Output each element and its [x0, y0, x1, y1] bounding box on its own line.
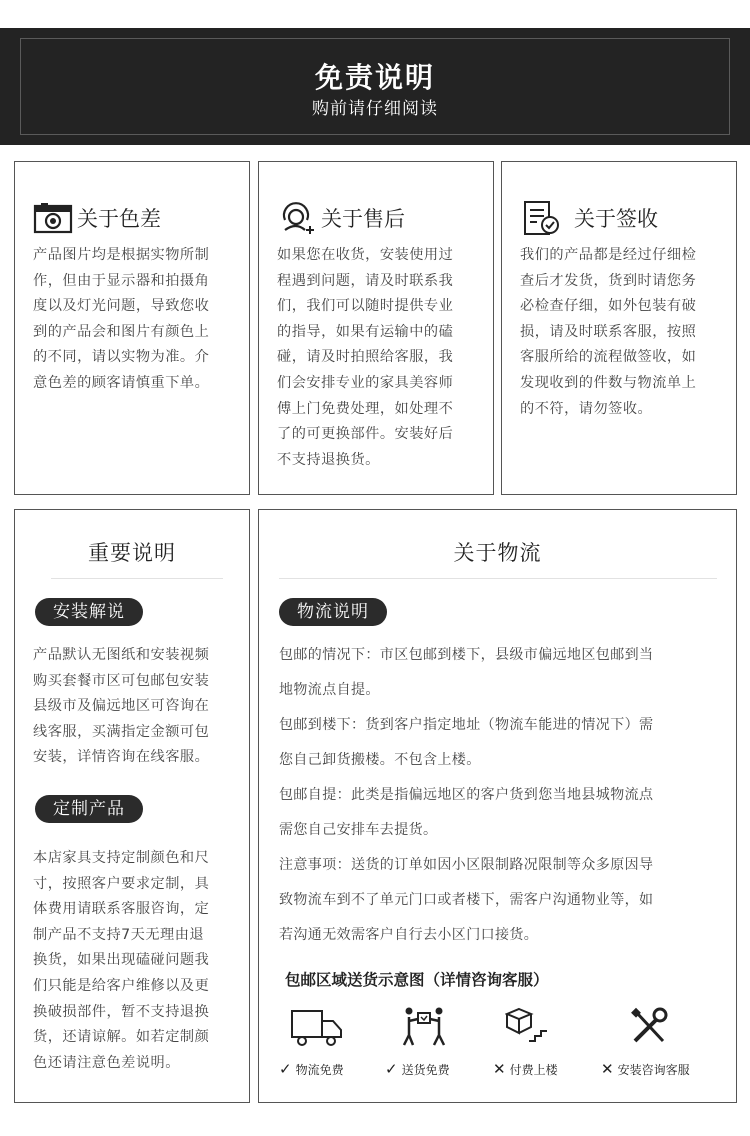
important-card [14, 509, 250, 1103]
text-line: 地物流点自提。 [279, 682, 380, 698]
text-line: 本店家具支持定制颜色和尺 [33, 850, 210, 866]
install-label: 安装解说 [35, 598, 143, 626]
text-line: 制产品不支持7天无理由退 [33, 926, 205, 943]
checked-document-icon [522, 198, 574, 238]
text-line: 意色差的顾客请慎重下单。 [33, 374, 210, 391]
text-line: 线客服，买满指定金额可包 [33, 723, 210, 740]
truck-icon [277, 1005, 357, 1055]
text-line: 的指导，如果有运输中的磕 [277, 323, 454, 340]
text-line: 到的产品会和图片有颜色上 [33, 323, 210, 340]
logistics-title: 关于物流 [453, 541, 542, 565]
service-label: 安装咨询客服 [617, 1062, 690, 1077]
check-icon: ✓ [385, 1060, 398, 1078]
text-line: 的不同，请以实物为准。介 [33, 349, 210, 366]
text-line: 注意事项：送货的订单如因小区限制路况限制等众多原因导 [279, 857, 654, 873]
support-agent-icon [277, 198, 321, 238]
page-title: 免责说明 [314, 61, 435, 94]
text-line: 发现收到的件数与物流单上 [520, 374, 697, 391]
text-line: 包邮到楼下：货到客户指定地址（物流车能进的情况下）需 [279, 717, 654, 733]
text-line: 傅上门免费处理，如处理不 [277, 400, 454, 417]
text-line: 损，请及时联系客服，按照 [520, 323, 697, 340]
text-line: 寸，按照客户要求定制，具 [33, 875, 210, 892]
divider [51, 578, 223, 579]
text-line: 们只能是给客户维修以及更 [33, 977, 210, 994]
text-line: 查后才发货，货到时请您务 [520, 272, 697, 289]
custom-text [33, 846, 239, 1076]
disclaimer-header [0, 28, 750, 145]
text-line: 换破损部件，暂不支持退换 [33, 1003, 210, 1020]
text-line: 必检查仔细，如外包装有破 [520, 298, 697, 315]
text-line: 产品图片均是根据实物所制 [33, 247, 210, 263]
text-line: 作，但由于显示器和拍摄角 [33, 272, 210, 289]
zone-title: 包邮区域送货示意图（详情咨询客服） [285, 971, 549, 989]
service-label: 付费上楼 [509, 1062, 558, 1077]
sign-for-title: 关于签收 [574, 207, 658, 231]
text-line: 购买套餐市区可包邮包安装 [33, 672, 210, 689]
text-line: 色还请注意色差说明。 [33, 1054, 180, 1071]
custom-label: 定制产品 [35, 795, 143, 823]
color-diff-card [14, 161, 250, 495]
logistics-card [258, 509, 737, 1103]
color-diff-text [33, 243, 239, 397]
delivery-people-icon [384, 1005, 464, 1055]
after-sale-text [277, 243, 483, 473]
text-line: 您自己卸货搬楼。不包含上楼。 [279, 752, 481, 768]
stairs-box-icon [489, 1005, 569, 1055]
text-line: 程遇到问题，请及时联系我 [277, 272, 454, 289]
after-sale-heading [277, 198, 405, 238]
after-sale-card [258, 161, 494, 495]
text-line: 产品默认无图纸和安装视频 [33, 647, 210, 663]
service-install-consult [601, 1060, 690, 1078]
text-line: 我们的产品都是经过仔细检 [520, 247, 697, 263]
install-text [33, 643, 239, 771]
color-diff-heading [33, 198, 161, 238]
page-subtitle: 购前请仔细阅读 [312, 99, 438, 119]
text-line: 了的可更换部件。安装好后 [277, 426, 454, 443]
tools-icon [609, 1005, 689, 1055]
sign-for-text [520, 243, 726, 422]
check-icon: ✓ [279, 1060, 292, 1078]
text-line: 如果您在收货，安装使用过 [277, 247, 454, 263]
text-line: 县级市及偏远地区可咨询在 [33, 698, 210, 715]
text-line: 包邮的情况下：市区包邮到楼下，县级市偏远地区包邮到当 [279, 647, 654, 663]
important-title: 重要说明 [88, 541, 176, 565]
cross-icon: ✕ [493, 1060, 506, 1078]
text-line: 换货，如果出现磕碰问题我 [33, 952, 210, 969]
text-line: 客服所给的流程做签收，如 [520, 349, 697, 366]
color-diff-title: 关于色差 [77, 207, 161, 231]
service-paid-upstairs [493, 1060, 558, 1078]
logistics-label: 物流说明 [279, 598, 387, 626]
after-sale-title: 关于售后 [321, 207, 405, 231]
service-free-delivery [385, 1060, 450, 1078]
text-line: 的不符，请勿签收。 [520, 400, 653, 417]
logistics-text [279, 638, 728, 953]
service-free-logistics [279, 1060, 344, 1078]
cross-icon: ✕ [601, 1060, 614, 1078]
text-line: 包邮自提：此类是指偏远地区的客户货到您当地县城物流点 [279, 787, 654, 803]
service-label: 送货免费 [401, 1062, 450, 1077]
sign-for-card [501, 161, 737, 495]
text-line: 们会安排专业的家具美容师 [277, 374, 454, 391]
text-line: 致物流车到不了单元门口或者楼下，需客户沟通物业等，如 [279, 892, 654, 908]
text-line: 安装，详情咨询在线客服。 [33, 749, 210, 766]
text-line: 货，还请谅解。如若定制颜 [33, 1029, 210, 1046]
text-line: 度以及灯光问题，导致您收 [33, 298, 210, 315]
text-line: 们，我们可以随时提供专业 [277, 298, 454, 315]
camera-icon [33, 198, 77, 238]
text-line: 碰，请及时拍照给客服，我 [277, 349, 454, 366]
service-label: 物流免费 [295, 1062, 344, 1077]
text-line: 若沟通无效需客户自行去小区门口接货。 [279, 927, 539, 943]
text-line: 体费用请联系客服咨询，定 [33, 901, 210, 918]
text-line: 不支持退换货。 [277, 451, 380, 468]
text-line: 需您自己安排车去提货。 [279, 822, 438, 838]
sign-for-heading [522, 198, 658, 238]
divider [279, 578, 717, 579]
